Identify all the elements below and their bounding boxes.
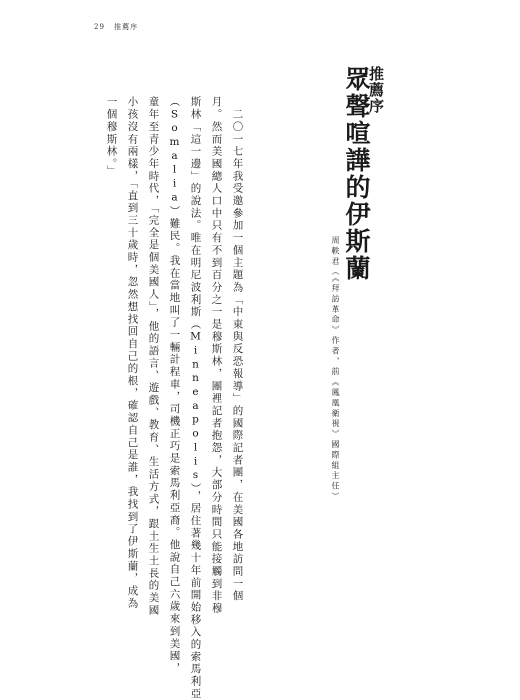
page-number: 29	[94, 23, 105, 31]
body-line: 小孩沒有兩樣，「直到三十歲時，忽然想找回自己的根，確認自己是誰，我找到了伊斯蘭，成為	[126, 96, 139, 610]
body-line: （Somalia）難民。我在當地叫了一輛計程車，司機正巧是索馬利亞裔。他說自己六歲來到美國，	[168, 96, 181, 675]
body-line: 月。然而美國總人口中只有不到百分之一是穆斯林，團裡記者抱怨，大部分時間只能接觸到非穆	[210, 96, 223, 615]
author-byline: 周軼君（《拜訪革命》作者，前《鳳凰衛視》國際組主任）	[331, 236, 340, 503]
body-line: 童年至青少年時代，「完全是個美國人」，他的語言、遊戲、教育、生活方式，跟土生土長的美國	[147, 96, 160, 617]
body-line: 斯林「這一邊」的說法。唯在明尼波利斯（Minneapolis），居住著幾十年前開始移入的索馬利亞	[189, 96, 202, 700]
preface-label: 推薦序	[367, 66, 385, 114]
chapter-title: 眾聲喧譁的伊斯蘭	[342, 66, 371, 282]
running-header	[94, 22, 138, 32]
body-line: 一個穆斯林。」	[105, 96, 118, 178]
section-title: 推薦序	[114, 23, 139, 31]
body-line: 二〇一七年我受邀參加一個主題為「中東與反恐報導」的國際記者團，在美國各地訪問一個	[231, 96, 244, 603]
